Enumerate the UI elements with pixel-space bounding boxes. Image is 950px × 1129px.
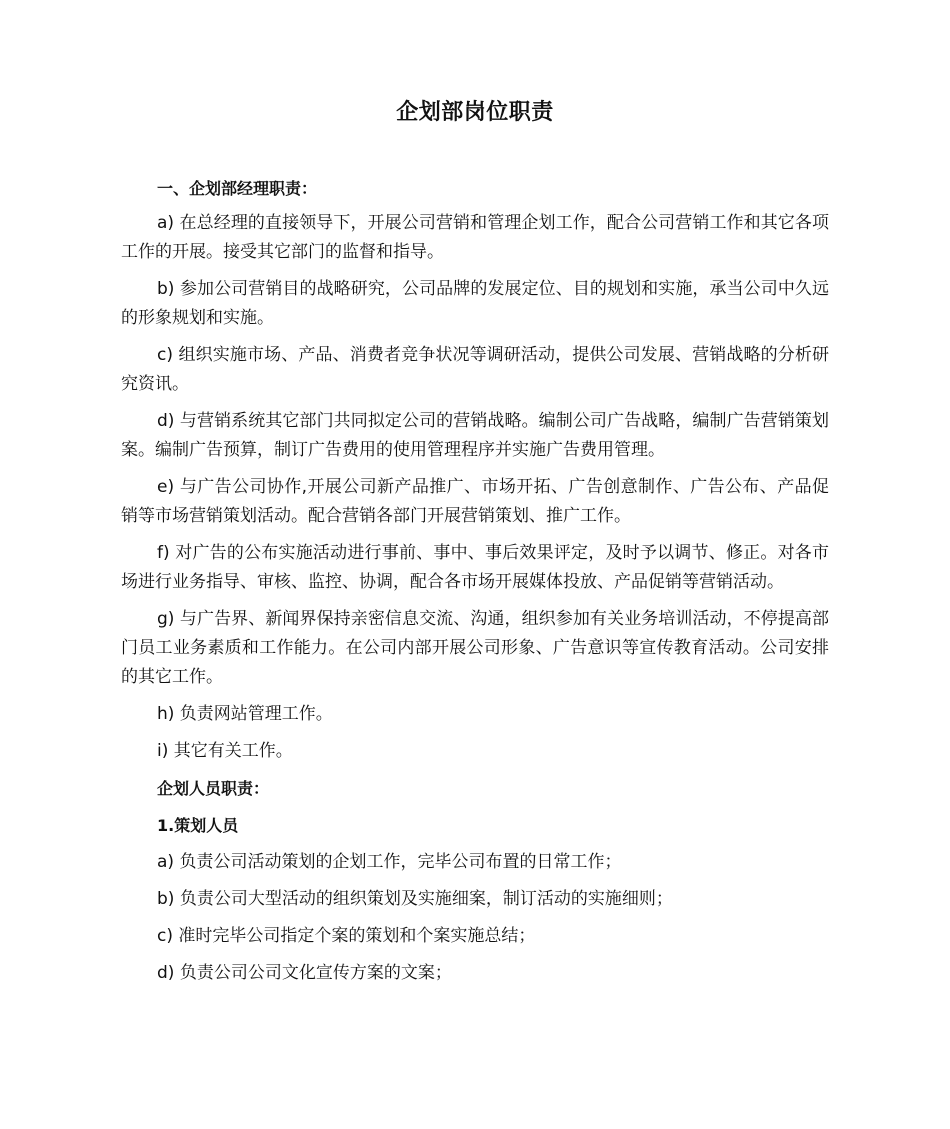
planner-item-c: c) 准时完毕公司指定个案的策划和个案实施总结； bbox=[157, 926, 536, 946]
duty-item-b: b) 参加公司营销目的战略研究，公司品牌的发展定位、目的规划和实施，承当公司中久远的形象规划和实施。 bbox=[121, 279, 829, 328]
section-staff-duties bbox=[121, 774, 829, 988]
section-heading-manager: 一、企划部经理职责： bbox=[157, 179, 318, 198]
duty-item-f: f) 对广告的公布实施活动进行事前、事中、事后效果评定，及时予以调节、修正。对各市场进行业务指导、审核、监控、协调，配合各市场开展媒体投放、产品促销等营销活动。 bbox=[121, 543, 829, 592]
planner-item-b: b) 负责公司大型活动的组织策划及实施细案，制订活动的实施细则； bbox=[157, 889, 673, 909]
section-heading-staff: 企划人员职责： bbox=[157, 779, 270, 798]
duty-item-e: e) 与广告公司协作,开展公司新产品推广、市场开拓、广告创意制作、广告公布、产品促销等市场营销策划活动。配合营销各部门开展营销策划、推广工作。 bbox=[121, 477, 829, 526]
planner-item-a: a) 负责公司活动策划的企划工作，完毕公司布置的日常工作； bbox=[157, 852, 622, 872]
duty-item-i: i) 其它有关工作。 bbox=[157, 741, 293, 761]
planner-item-d: d) 负责公司公司文化宣传方案的文案； bbox=[157, 963, 452, 983]
section-manager-duties bbox=[121, 174, 829, 766]
document-title: 企划部岗位职责 bbox=[396, 100, 554, 125]
duty-item-a: a) 在总经理的直接领导下，开展公司营销和管理企划工作，配合公司营销工作和其它各项工作的开展。接受其它部门的监督和指导。 bbox=[121, 213, 829, 262]
duty-item-g: g) 与广告界、新闻界保持亲密信息交流、沟通，组织参加有关业务培训活动，不停提高部门员工业务素质和工作能力。在公司内部开展公司形象、广告意识等宣传教育活动。公司安排的其它工作。 bbox=[121, 609, 829, 687]
duty-item-h: h) 负责网站管理工作。 bbox=[157, 704, 333, 724]
duty-item-c: c) 组织实施市场、产品、消费者竞争状况等调研活动，提供公司发展、营销战略的分析研究资讯。 bbox=[121, 345, 829, 394]
duty-item-d: d) 与营销系统其它部门共同拟定公司的营销战略。编制公司广告战略，编制广告营销策划案。编制广告预算，制订广告费用的使用管理程序并实施广告费用管理。 bbox=[121, 411, 829, 460]
subheading-planner: 1.策划人员 bbox=[157, 816, 239, 835]
